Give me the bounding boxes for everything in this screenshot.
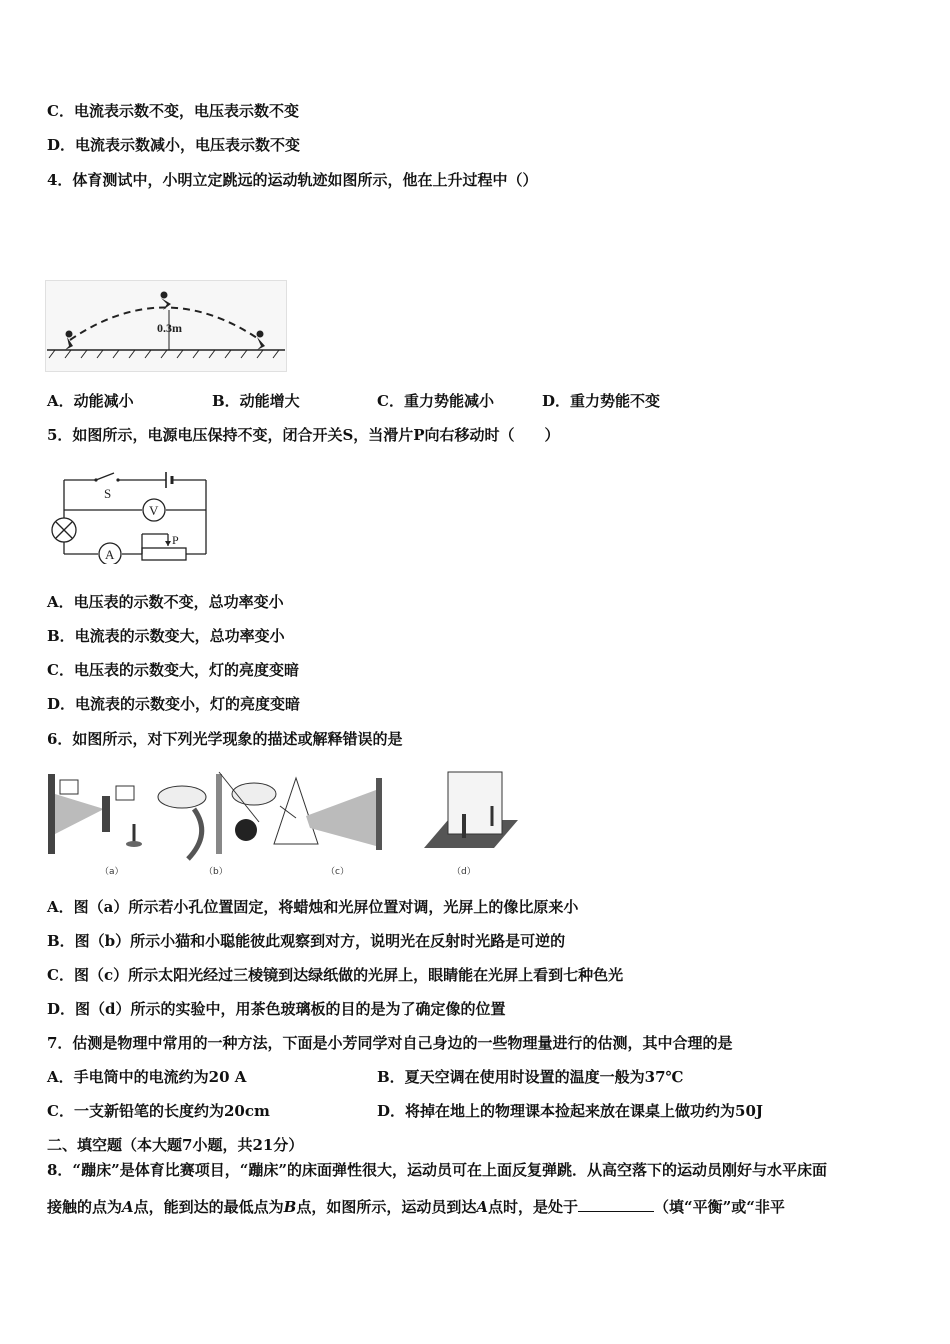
q7-stem: 7．估测是物理中常用的一种方法，下面是小芳同学对自己身边的一些物理量进行的估测，其中合理的是 xyxy=(47,1034,733,1052)
voltmeter-label: V xyxy=(149,503,159,518)
switch-lever xyxy=(96,473,114,480)
q7-option-b: B．夏天空调在使用时设置的温度一般为37℃ xyxy=(377,1068,684,1086)
q5-option-a: A．电压表的示数不变，总功率变小 xyxy=(47,593,284,611)
q4-stem: 4．体育测试中，小明立定跳远的运动轨迹如图所示，他在上升过程中（） xyxy=(47,171,538,189)
figure-d-glass-plate xyxy=(424,772,518,848)
q6-option-c: C．图（c）所示太阳光经过三棱镜到达绿纸做的光屏上，眼睛能在光屏上看到七种色光 xyxy=(47,966,624,984)
q4-option-b: B．动能增大 xyxy=(212,392,300,410)
q5-option-d: D．电流表的示数变小，灯的亮度变暗 xyxy=(47,695,301,713)
q5-option-c: C．电压表的示数变大，灯的亮度变暗 xyxy=(47,661,299,679)
section-heading: 二、填空题（本大题7小题，共21分） xyxy=(47,1136,304,1154)
q7-option-c: C．一支新铅笔的长度约为20cm xyxy=(47,1102,270,1120)
q4-option-a: A．动能减小 xyxy=(47,392,134,410)
q7-option-d: D．将掉在地上的物理课本捡起来放在课桌上做功约为50J xyxy=(377,1102,763,1120)
q6-option-a: A．图（a）所示若小孔位置固定，将蜡烛和光屏位置对调，光屏上的像比原来小 xyxy=(47,898,579,916)
q4-option-d: D．重力势能不变 xyxy=(542,392,661,410)
optics-figures xyxy=(44,764,524,880)
height-label: 0.3m xyxy=(157,321,182,335)
point-a: A xyxy=(122,1198,134,1216)
q8-line2 xyxy=(47,1197,785,1217)
slider-label: P xyxy=(172,533,179,547)
q6-stem: 6．如图所示，对下列光学现象的描述或解释错误的是 xyxy=(47,730,403,748)
figure-a-caption: （a） xyxy=(100,867,124,877)
q3-option-c: C．电流表示数不变，电压表示数不变 xyxy=(47,102,299,120)
figure-d-caption: （d） xyxy=(452,867,476,877)
figure-a-pinhole xyxy=(48,774,142,854)
q8-text-e: （填“平衡”或“非平 xyxy=(654,1198,785,1216)
figure-c-caption: （c） xyxy=(326,867,349,877)
q7-option-a: A．手电筒中的电流约为20 A xyxy=(47,1068,247,1086)
long-jump-figure xyxy=(45,280,287,372)
switch-label: S xyxy=(104,486,112,501)
point-a-repeat: A xyxy=(476,1198,489,1216)
q5-option-b: B．电流表的示数变大，总功率变小 xyxy=(47,627,285,645)
figure-b-caption: （b） xyxy=(204,867,228,877)
q8-text-c: 点，如图所示，运动员到达 xyxy=(296,1198,477,1216)
point-b: B xyxy=(283,1198,297,1216)
q3-option-d: D．电流表示数减小，电压表示数不变 xyxy=(47,136,301,154)
answer-blank[interactable] xyxy=(578,1197,654,1212)
q8-line1: 8．“蹦床”是体育比赛项目，“蹦床”的床面弹性很大，运动员可在上面反复弹跳．从高空落下的运动员刚好与水平床面 xyxy=(47,1161,827,1179)
slider-arrow xyxy=(165,541,171,546)
q8-text-b: 点，能到达的最低点为 xyxy=(133,1198,284,1216)
q5-stem: 5．如图所示，电源电压保持不变，闭合开关S，当滑片P向右移动时（ ） xyxy=(47,426,560,444)
q6-option-b: B．图（b）所示小猫和小聪能彼此观察到对方，说明光在反射时光路是可逆的 xyxy=(47,932,566,950)
figure-b-mirror xyxy=(158,772,276,859)
q8-text-d: 点时，是处于 xyxy=(488,1198,579,1216)
rheostat xyxy=(142,548,186,560)
q6-option-d: D．图（d）所示的实验中，用茶色玻璃板的目的是为了确定像的位置 xyxy=(47,1000,506,1018)
q4-option-c: C．重力势能减小 xyxy=(377,392,494,410)
circuit-diagram xyxy=(46,466,212,564)
figure-c-prism xyxy=(274,778,382,850)
q8-text-a: 接触的点为 xyxy=(47,1198,123,1216)
ammeter-label: A xyxy=(105,547,115,562)
